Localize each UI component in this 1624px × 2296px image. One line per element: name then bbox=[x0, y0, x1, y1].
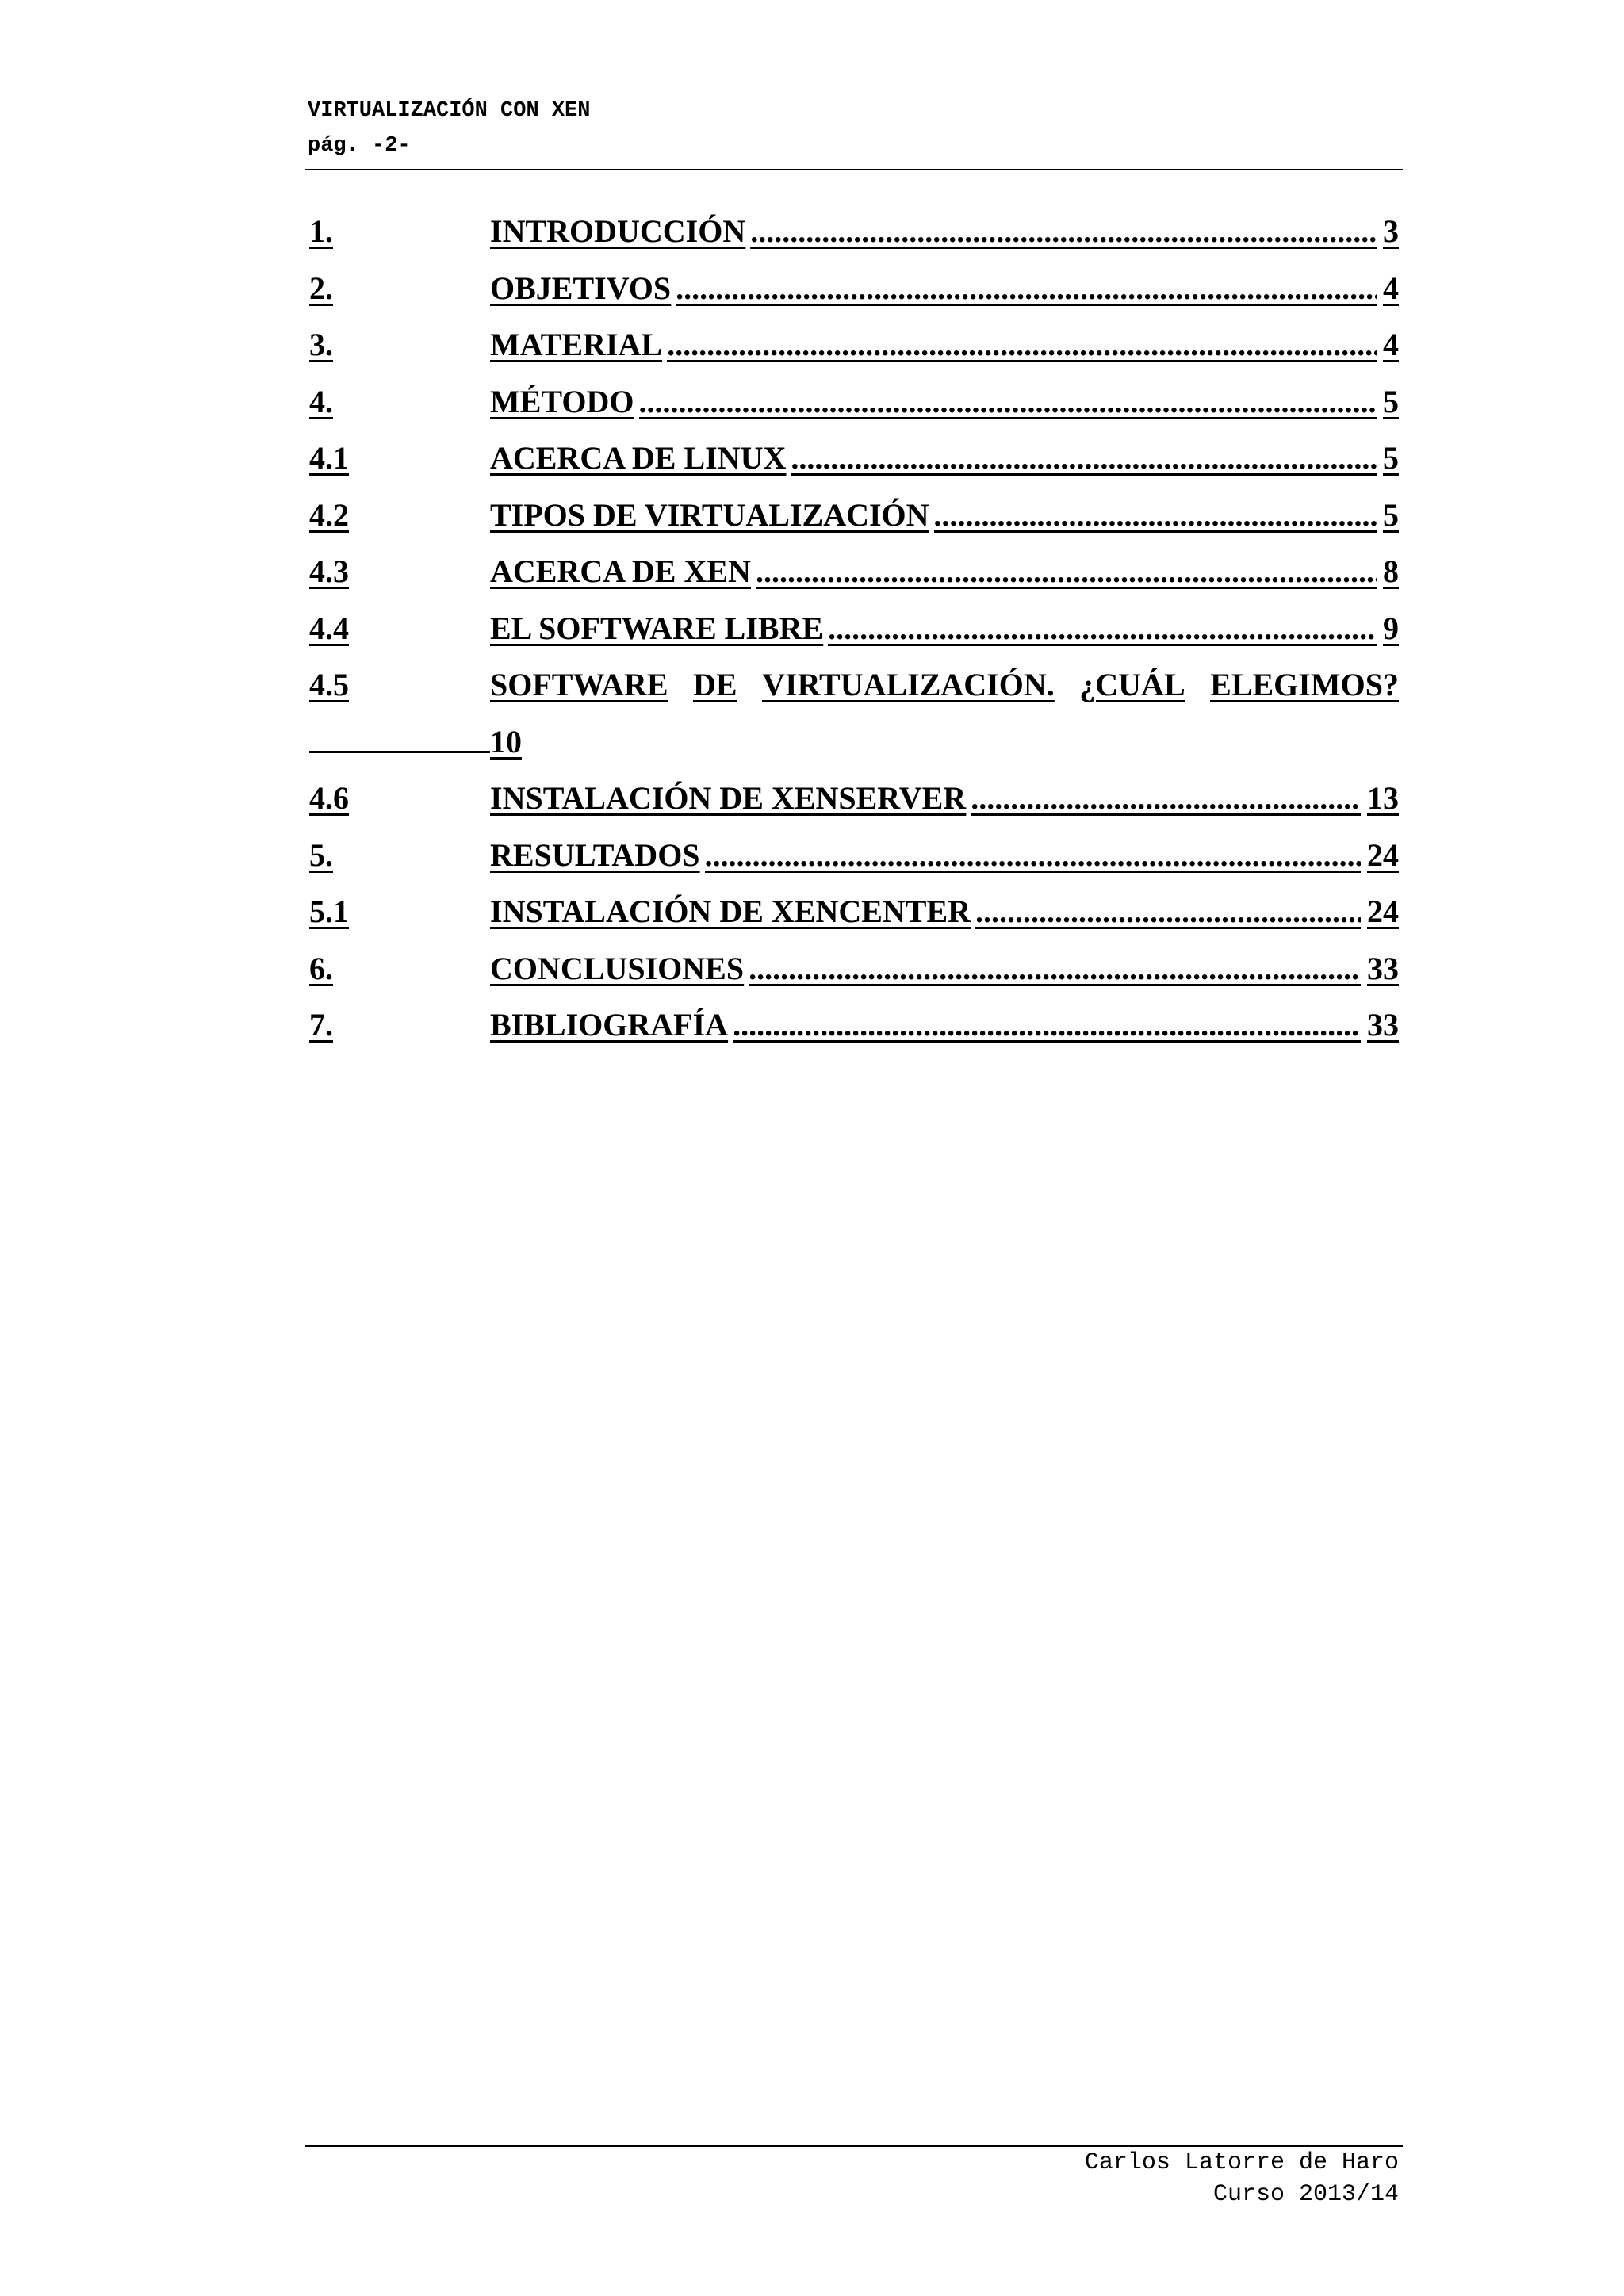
toc-entry-el-software-libre[interactable] bbox=[309, 600, 1399, 657]
toc-entry-number[interactable]: 4. bbox=[309, 383, 333, 419]
toc-entry-number[interactable]: 4.2 bbox=[309, 496, 349, 533]
header-divider bbox=[305, 169, 1403, 170]
toc-entry-introduccion[interactable] bbox=[309, 203, 1399, 260]
toc-dot-leader bbox=[756, 543, 1377, 600]
toc-entry-title[interactable]: OBJETIVOS bbox=[490, 270, 672, 306]
toc-dot-leader bbox=[828, 600, 1377, 657]
toc-entry-page[interactable]: 9 bbox=[1383, 610, 1399, 646]
toc-entry-conclusiones[interactable] bbox=[309, 940, 1399, 997]
page-header bbox=[308, 94, 1400, 163]
toc-entry-number[interactable]: 4.4 bbox=[309, 610, 349, 646]
toc-title-word: DE bbox=[693, 667, 737, 702]
toc-entry-page[interactable]: 24 bbox=[1367, 836, 1399, 873]
toc-entry-objetivos[interactable] bbox=[309, 260, 1399, 317]
toc-entry-title[interactable] bbox=[490, 656, 1399, 714]
toc-entry-page[interactable]: 13 bbox=[1367, 780, 1399, 816]
toc-entry-number[interactable]: 4.1 bbox=[309, 440, 349, 476]
toc-entry-acerca-de-linux[interactable] bbox=[309, 430, 1399, 487]
toc-entry-number[interactable]: 5. bbox=[309, 836, 333, 873]
toc-entry-number[interactable]: 7. bbox=[309, 1007, 333, 1043]
toc-entry-title[interactable]: ACERCA DE LINUX bbox=[490, 440, 787, 476]
page-number-label: pág. -2- bbox=[308, 134, 411, 158]
toc-entry-title[interactable]: MATERIAL bbox=[490, 327, 663, 362]
toc-entry-acerca-de-xen[interactable] bbox=[309, 543, 1399, 600]
toc-entry-number[interactable]: 1. bbox=[309, 213, 333, 249]
toc-entry-title[interactable]: INSTALACIÓN DE XENSERVER bbox=[490, 780, 967, 816]
toc-entry-number[interactable]: 4.3 bbox=[309, 553, 349, 589]
toc-entry-tipos-de-virtualizacion[interactable] bbox=[309, 487, 1399, 544]
toc-entry-title[interactable]: MÉTODO bbox=[490, 383, 634, 419]
toc-entry-metodo[interactable] bbox=[309, 373, 1399, 430]
toc-dot-leader bbox=[667, 316, 1377, 373]
toc-title-word: VIRTUALIZACIÓN. bbox=[762, 667, 1055, 702]
toc-entry-title[interactable]: ACERCA DE XEN bbox=[490, 553, 751, 589]
toc-entry-instalacion-de-xencenter[interactable] bbox=[309, 883, 1399, 940]
toc-entry-page[interactable]: 24 bbox=[1367, 894, 1399, 929]
toc-entry-title[interactable]: EL SOFTWARE LIBRE bbox=[490, 610, 824, 646]
toc-entry-title[interactable]: CONCLUSIONES bbox=[490, 950, 745, 986]
toc-entry-page[interactable]: 10 bbox=[490, 723, 522, 760]
toc-dot-leader bbox=[791, 430, 1377, 487]
toc-entry-software-de-virtualizacion[interactable] bbox=[309, 656, 1399, 714]
toc-entry-page[interactable]: 4 bbox=[1383, 327, 1399, 362]
footer-course: Curso 2013/14 bbox=[1212, 2181, 1399, 2208]
toc-entry-bibliografia[interactable] bbox=[309, 997, 1399, 1054]
toc-number-underline bbox=[309, 751, 490, 753]
toc-dot-leader bbox=[733, 997, 1361, 1054]
table-of-contents bbox=[309, 203, 1399, 1054]
toc-entry-page[interactable]: 4 bbox=[1383, 270, 1399, 306]
page-footer bbox=[1085, 2147, 1399, 2210]
toc-entry-title[interactable]: INSTALACIÓN DE XENCENTER bbox=[490, 894, 971, 929]
toc-entry-material[interactable] bbox=[309, 316, 1399, 373]
toc-title-word: ELEGIMOS? bbox=[1210, 667, 1399, 702]
toc-dot-leader bbox=[971, 770, 1361, 827]
toc-dot-leader bbox=[705, 827, 1361, 884]
toc-entry-instalacion-de-xenserver[interactable] bbox=[309, 770, 1399, 827]
toc-title-word: SOFTWARE bbox=[490, 667, 668, 702]
toc-entry-resultados[interactable] bbox=[309, 827, 1399, 884]
toc-entry-number[interactable]: 4.6 bbox=[309, 780, 349, 816]
toc-entry-page[interactable]: 3 bbox=[1383, 213, 1399, 249]
toc-dot-leader bbox=[934, 487, 1377, 544]
footer-author: Carlos Latorre de Haro bbox=[1084, 2149, 1399, 2176]
toc-entry-page[interactable]: 33 bbox=[1367, 1007, 1399, 1043]
toc-entry-title[interactable]: RESULTADOS bbox=[490, 836, 700, 873]
toc-entry-title[interactable]: BIBLIOGRAFÍA bbox=[490, 1007, 729, 1043]
toc-entry-page[interactable]: 5 bbox=[1383, 496, 1399, 533]
toc-title-word: ¿CUÁL bbox=[1079, 667, 1185, 702]
toc-entry-page[interactable]: 8 bbox=[1383, 553, 1399, 589]
document-title: VIRTUALIZACIÓN CON XEN bbox=[308, 99, 591, 123]
toc-entry-page[interactable]: 5 bbox=[1383, 383, 1399, 419]
toc-entry-page[interactable]: 33 bbox=[1367, 950, 1399, 986]
toc-entry-title[interactable]: INTRODUCCIÓN bbox=[490, 213, 746, 249]
toc-entry-number[interactable]: 6. bbox=[309, 950, 333, 986]
toc-dot-leader bbox=[676, 260, 1377, 317]
toc-dot-leader bbox=[750, 203, 1377, 260]
toc-entry-page[interactable]: 5 bbox=[1383, 440, 1399, 476]
toc-entry-number[interactable]: 3. bbox=[309, 327, 333, 362]
toc-entry-number[interactable]: 2. bbox=[309, 270, 333, 306]
toc-dot-leader bbox=[975, 883, 1361, 940]
toc-dot-leader bbox=[639, 373, 1377, 430]
toc-dot-leader bbox=[749, 940, 1361, 997]
toc-entry-number[interactable]: 5.1 bbox=[309, 894, 349, 929]
toc-entry-number[interactable]: 4.5 bbox=[309, 667, 349, 702]
toc-entry-title[interactable]: TIPOS DE VIRTUALIZACIÓN bbox=[490, 496, 929, 533]
toc-entry-continuation[interactable] bbox=[309, 714, 1399, 771]
